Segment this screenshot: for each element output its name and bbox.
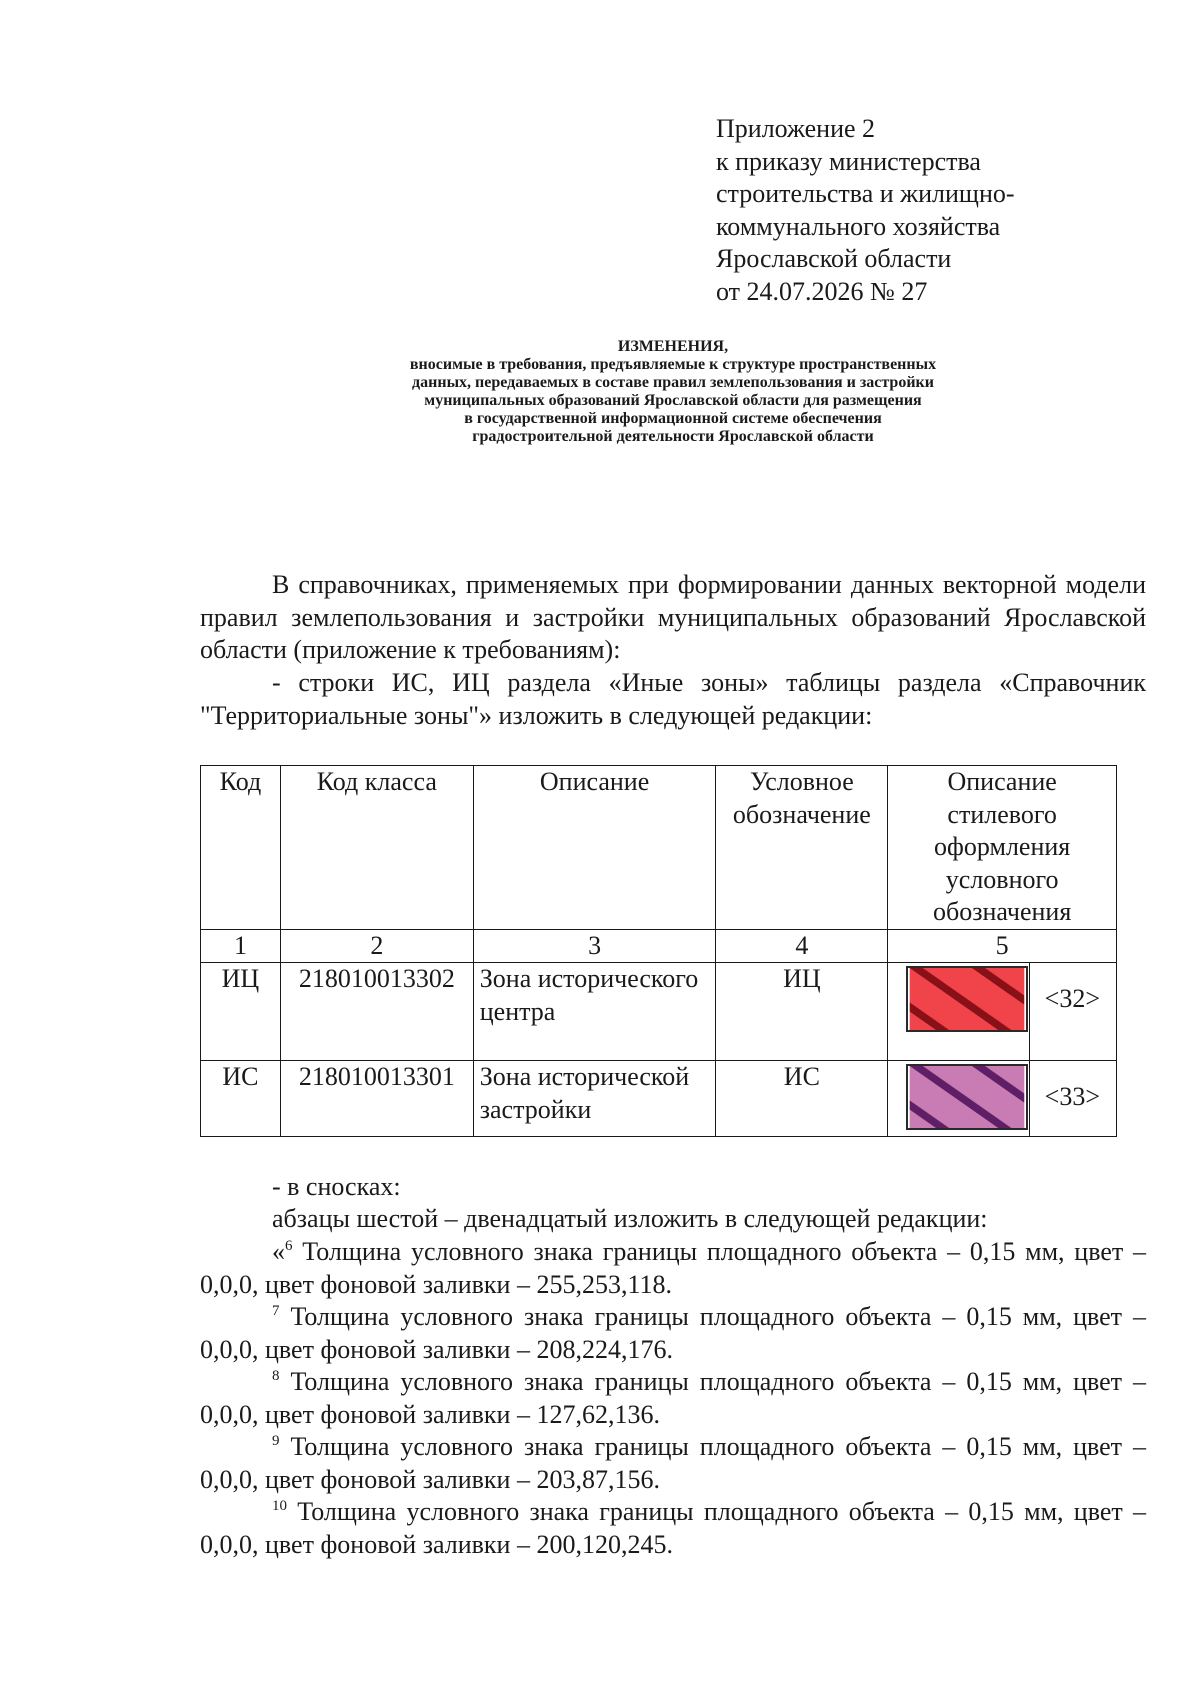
- intro-paragraph: В справочниках, применяемых при формировании данных векторной модели правил землепользования и застройки муниципальных образований Ярославской области (приложение к требованиям):: [200, 570, 1146, 664]
- header-class-code: Код класса: [280, 766, 473, 930]
- cell-description: Зона исторического центра: [473, 963, 716, 1061]
- title-line: данных, передаваемых в составе правил землепользования и застройки: [412, 374, 934, 391]
- footnote-item: [200, 1301, 1146, 1366]
- cell-style: [888, 1061, 1117, 1137]
- document-title: [200, 338, 1146, 446]
- title-line: в государственной информационной системе обеспечения: [464, 410, 882, 427]
- column-number: 1: [201, 929, 281, 963]
- zones-table: [200, 765, 1117, 1137]
- hatch-swatch-red: [906, 966, 1028, 1032]
- footnote-text: Толщина условного знака границы площадного объекта – 0,15 мм, цвет – 0,0,0, цвет фоновой заливки – 208,224,176.: [200, 1302, 1146, 1364]
- footnote-marker: 10: [272, 1498, 287, 1514]
- footnote-item: [200, 1496, 1146, 1561]
- table-header-row: [201, 766, 1117, 930]
- appendix-line: Приложение 2: [716, 114, 876, 143]
- appendix-header: [716, 113, 1015, 308]
- footnote-text: Толщина условного знака границы площадного объекта – 0,15 мм, цвет – 0,0,0, цвет фоновой заливки – 203,87,156.: [200, 1432, 1146, 1494]
- footnotes-intro: - в сносках:: [272, 1172, 401, 1201]
- inner-divider: [1029, 1060, 1030, 1137]
- appendix-line: к приказу министерства: [716, 146, 981, 176]
- table-row: [201, 1061, 1117, 1137]
- column-number: 4: [716, 929, 888, 963]
- footnote-text: Толщина условного знака границы площадного объекта – 0,15 мм, цвет – 0,0,0, цвет фоновой заливки – 200,120,245.: [200, 1497, 1146, 1559]
- cell-symbol: ИС: [716, 1061, 888, 1137]
- footnote-marker: 9: [272, 1433, 280, 1449]
- title-line: вносимые в требования, предъявляемые к структуре пространственных: [409, 356, 937, 373]
- cell-class-code: 218010013301: [280, 1061, 473, 1137]
- appendix-line: Ярославской области: [716, 244, 952, 273]
- rows-instruction: - строки ИС, ИЦ раздела «Иные зоны» таблицы раздела «Справочник "Территориальные зоны"» изложить в следующей редакции:: [200, 668, 1146, 730]
- footnote-text: Толщина условного знака границы площадного объекта – 0,15 мм, цвет – 0,0,0, цвет фоновой заливки – 255,253,118.: [200, 1237, 1146, 1299]
- inner-divider: [1029, 962, 1030, 1061]
- cell-symbol: ИЦ: [716, 963, 888, 1061]
- footnote-marker: 6: [285, 1238, 293, 1254]
- cell-code: ИЦ: [201, 963, 281, 1061]
- footnote-quote: «: [272, 1237, 285, 1266]
- header-symbol: Условное обозначение: [716, 766, 888, 930]
- appendix-line: от 24.07.2026 № 27: [716, 276, 928, 306]
- header-description: Описание: [473, 766, 716, 930]
- appendix-line: коммунального хозяйства: [716, 211, 1001, 241]
- column-number: 3: [473, 929, 716, 963]
- footnote-item: [200, 1236, 1146, 1301]
- header-style: Описание стилевого оформления условного обозначения: [888, 766, 1117, 930]
- hatch-swatch-purple: [906, 1064, 1028, 1130]
- title-heading: ИЗМЕНЕНИЯ,: [617, 338, 729, 355]
- style-code: <33>: [1044, 1082, 1100, 1111]
- column-number: 2: [280, 929, 473, 963]
- cell-class-code: 218010013302: [280, 963, 473, 1061]
- footnote-marker: 7: [272, 1303, 280, 1319]
- footnote-item: [200, 1366, 1146, 1431]
- column-number: 5: [888, 929, 1117, 963]
- style-code: <32>: [1044, 984, 1100, 1013]
- paragraph-instruction: абзацы шестой – двенадцатый изложить в следующей редакции:: [272, 1204, 988, 1233]
- title-line: градостроительной деятельности Ярославской области: [472, 428, 874, 445]
- footnote-marker: 8: [272, 1368, 280, 1384]
- cell-style: [888, 963, 1117, 1061]
- title-line: муниципальных образований Ярославской области для размещения: [424, 392, 922, 409]
- appendix-line: строительства и жилищно-: [716, 179, 1015, 208]
- cell-code: ИС: [201, 1061, 281, 1137]
- cell-description: Зона исторической застройки: [473, 1061, 716, 1137]
- footnote-text: Толщина условного знака границы площадного объекта – 0,15 мм, цвет – 0,0,0, цвет фоновой заливки – 127,62,136.: [200, 1367, 1146, 1429]
- footnote-item: [200, 1431, 1146, 1496]
- table-number-row: [201, 929, 1117, 963]
- header-code: Код: [201, 766, 281, 930]
- table-row: [201, 963, 1117, 1061]
